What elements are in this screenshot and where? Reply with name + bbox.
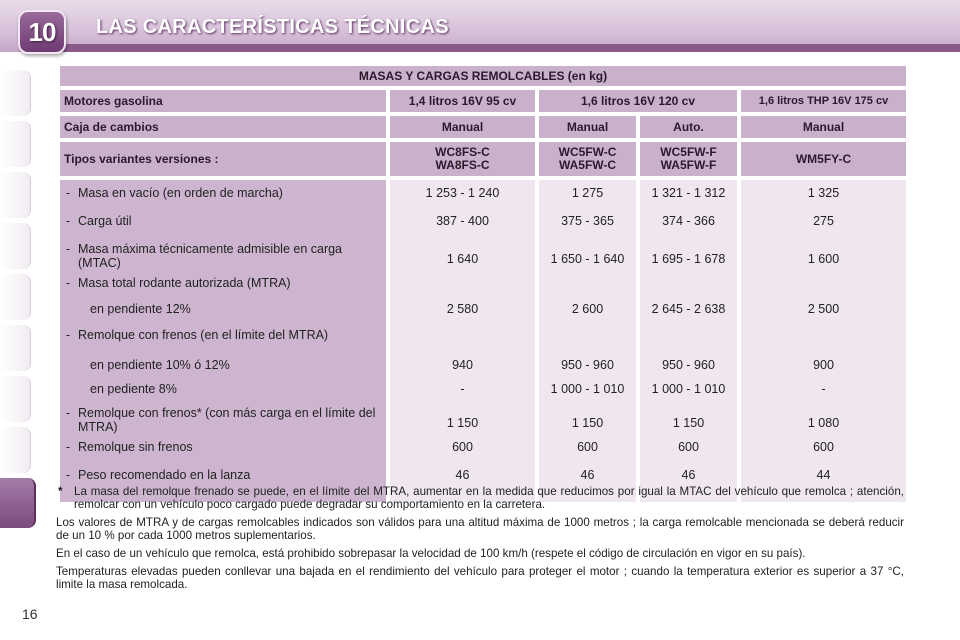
- row-label-text: en pendiente 10% ó 12%: [90, 358, 230, 372]
- gearbox-cell: Manual: [539, 116, 636, 138]
- page-title: LAS CARACTERÍSTICAS TÉCNICAS: [96, 16, 449, 38]
- gearbox-cell: Manual: [741, 116, 906, 138]
- row-label-text: Carga útil: [78, 214, 132, 228]
- chapter-tab[interactable]: [0, 274, 31, 320]
- table-cell-value: 275: [813, 214, 834, 228]
- values-column: [539, 180, 636, 502]
- table-cell-value: 2 645 - 2 638: [651, 302, 726, 316]
- chapter-tab[interactable]: [0, 376, 31, 422]
- variant-code: WC8FS-C: [435, 145, 490, 159]
- variant-code: WM5FY-C: [795, 151, 852, 166]
- footnote-mark: *: [58, 485, 63, 498]
- table-cell-value: -: [460, 382, 465, 396]
- chapter-tab[interactable]: [0, 121, 31, 167]
- engine-header: 1,6 litros THP 16V 175 cv: [741, 90, 906, 112]
- engine-header: 1,6 litros 16V 120 cv: [539, 90, 737, 112]
- table-cell-value: 1 325: [807, 186, 840, 200]
- table-cell-value: 1 695 - 1 678: [651, 252, 726, 266]
- table-cell-value: 600: [678, 440, 699, 454]
- variant-code: WA8FS-C: [435, 158, 490, 172]
- bullet-dash: -: [66, 406, 71, 420]
- table-cell-value: 900: [813, 358, 834, 372]
- table-row-label: [66, 406, 380, 440]
- table-row-label: [66, 302, 380, 328]
- table-row-label: [66, 186, 380, 214]
- variant-code: WC5FW-C: [558, 145, 617, 159]
- table-cell-value: 600: [452, 440, 473, 454]
- table-row-label: [66, 214, 380, 242]
- table-cell-value: 46: [580, 468, 595, 482]
- row-label-text: Remolque con frenos* (con más carga en el límite del MTRA): [78, 406, 376, 434]
- chapter-tab[interactable]: [0, 172, 31, 218]
- bullet-dash: -: [66, 186, 71, 200]
- table-cell-value: [539, 328, 636, 358]
- chapter-tab[interactable]: [0, 223, 31, 269]
- table-cell-value: 1 253 - 1 240: [425, 186, 500, 200]
- page-number: 16: [22, 606, 38, 622]
- table-cell-value: [741, 276, 906, 302]
- chapter-tab[interactable]: [0, 70, 31, 116]
- table-cell-value: 2 500: [807, 302, 840, 316]
- row-label-text: Remolque sin frenos: [78, 440, 193, 454]
- variant-cell: [741, 142, 906, 176]
- row-label-text: Masa en vacío (en orden de marcha): [78, 186, 283, 200]
- bullet-dash: -: [66, 468, 71, 482]
- footnote: [56, 485, 904, 511]
- table-cell-value: 2 600: [571, 302, 604, 316]
- table-row-label: [66, 328, 380, 358]
- row-label-text: Peso recomendado en la lanza: [78, 468, 251, 482]
- gearbox-cell: Auto.: [640, 116, 737, 138]
- table-cell-value: -: [821, 382, 826, 396]
- table-cell-value: 940: [452, 358, 473, 372]
- variant-code: WC5FW-F: [660, 145, 717, 159]
- towing-weights-table: [56, 62, 910, 506]
- table-cell-value: 44: [816, 468, 831, 482]
- row-label-text: Masa total rodante autorizada (MTRA): [78, 276, 291, 290]
- table-cell-value: 375 - 365: [561, 214, 614, 228]
- chapter-number: 10: [28, 16, 56, 47]
- table-cell-value: 46: [681, 468, 696, 482]
- bullet-dash: -: [66, 214, 71, 228]
- variant-cell: [390, 142, 535, 176]
- values-column: [640, 180, 737, 502]
- table-cell-value: 374 - 366: [662, 214, 715, 228]
- row-label-text: en pediente 8%: [90, 382, 177, 396]
- note-paragraph: En el caso de un vehículo que remolca, está prohibido sobrepasar la velocidad de 100 km/h (respete el código de circulación en vigor en su país).: [56, 547, 806, 560]
- table-cell-value: 1 275: [571, 186, 604, 200]
- table-cell-value: 1 080: [807, 416, 840, 430]
- bullet-dash: -: [66, 328, 71, 342]
- row-label-text: en pendiente 12%: [90, 302, 191, 316]
- bullet-dash: -: [66, 440, 71, 454]
- variant-cell: [640, 142, 737, 176]
- variant-cell: [539, 142, 636, 176]
- table-row-label: [66, 276, 380, 302]
- chapter-tab-active[interactable]: [0, 478, 36, 528]
- gearbox-label: Caja de cambios: [60, 116, 386, 138]
- table-cell-value: 1 600: [807, 252, 840, 266]
- table-cell-value: [390, 328, 535, 358]
- table-cell-value: [640, 328, 737, 358]
- row-label-text: Remolque con frenos (en el límite del MTRA): [78, 328, 329, 342]
- table-cell-value: 387 - 400: [436, 214, 489, 228]
- table-cell-value: [640, 276, 737, 302]
- table-cell-value: 600: [577, 440, 598, 454]
- table-title: MASAS Y CARGAS REMOLCABLES (en kg): [60, 66, 906, 86]
- chapter-tab[interactable]: [0, 427, 31, 473]
- variant-code: WA5FW-C: [558, 158, 617, 172]
- chapter-tabs: [0, 70, 40, 533]
- header-underline: [50, 44, 960, 52]
- bullet-dash: -: [66, 276, 71, 290]
- table-row-label: [66, 382, 380, 406]
- note-paragraph: Temperaturas elevadas pueden conllevar una bajada en el rendimiento del vehículo para proteger el motor ; cuando la temperatura exterior es superior a 37 °C, limite la masa remolcada.: [56, 565, 904, 591]
- values-column: [390, 180, 535, 502]
- table-cell-value: 950 - 960: [561, 358, 614, 372]
- table-cell-value: 1 321 - 1 312: [651, 186, 726, 200]
- table-cell-value: 1 000 - 1 010: [651, 382, 726, 396]
- row-label-text: Masa máxima técnicamente admisible en carga (MTAC): [78, 242, 343, 270]
- engine-header: 1,4 litros 16V 95 cv: [390, 90, 535, 112]
- chapter-badge[interactable]: [18, 10, 66, 54]
- table-cell-value: 1 000 - 1 010: [550, 382, 625, 396]
- table-row-label: [66, 242, 380, 276]
- row-labels-column: [60, 180, 386, 502]
- values-column: [741, 180, 906, 502]
- table-cell-value: [741, 328, 906, 358]
- footnote-text: La masa del remolque frenado se puede, en el límite del MTRA, aumentar en la medida que reducimos por igual la MTAC del vehículo que remolca ; atención, remolcar con un vehículo poco cargado puede degradar su comportamiento en la carretera.: [74, 485, 904, 511]
- variant-label: Tipos variantes versiones :: [60, 142, 386, 176]
- gearbox-cell: Manual: [390, 116, 535, 138]
- table-cell-value: 1 150: [571, 416, 604, 430]
- table-cell-value: 1 150: [672, 416, 705, 430]
- table-row-label: [66, 440, 380, 468]
- variant-code: WA5FW-F: [660, 158, 717, 172]
- table-cell-value: [390, 276, 535, 302]
- bullet-dash: -: [66, 242, 71, 256]
- table-cell-value: 950 - 960: [662, 358, 715, 372]
- table-row-label: [66, 358, 380, 382]
- table-cell-value: 2 580: [446, 302, 479, 316]
- table-cell-value: [539, 276, 636, 302]
- note-paragraph: Los valores de MTRA y de cargas remolcables indicados son válidos para una altitud máxima de 1000 metros ; la carga remolcable mencionada se deberá reducir de un 10 % por cada 1000 metros suplementarios.: [56, 516, 904, 542]
- table-cell-value: 600: [813, 440, 834, 454]
- chapter-tab[interactable]: [0, 325, 31, 371]
- notes-section: [56, 485, 904, 596]
- table-cell-value: 46: [455, 468, 470, 482]
- table-cell-value: 1 650 - 1 640: [550, 252, 625, 266]
- table-cell-value: 1 640: [446, 252, 479, 266]
- engine-label: Motores gasolina: [60, 90, 386, 112]
- table-cell-value: 1 150: [446, 416, 479, 430]
